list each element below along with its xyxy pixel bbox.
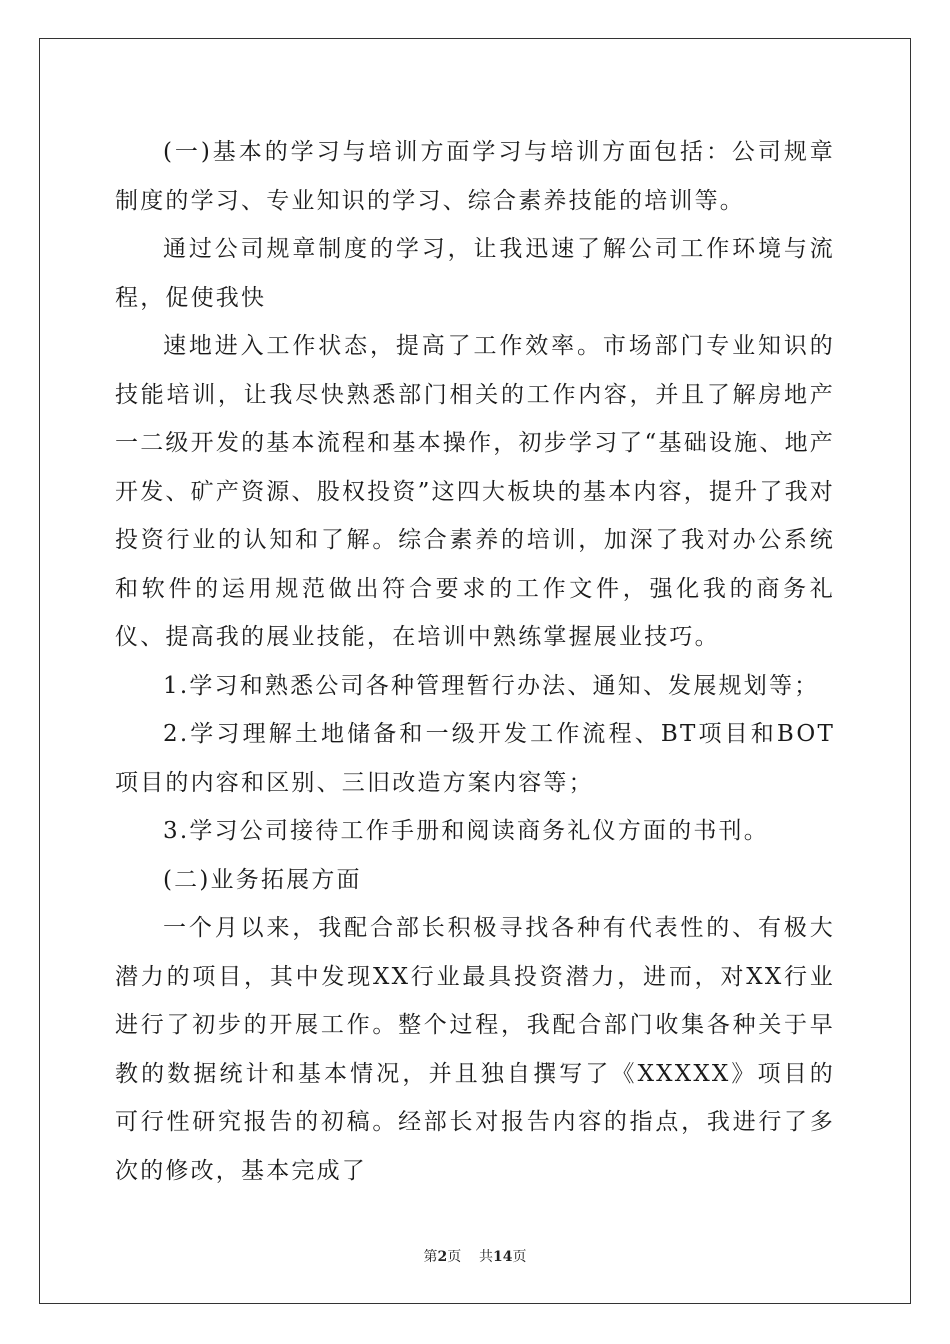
footer-page-prefix: 第 [423,1249,438,1265]
paragraph: 一个月以来，我配合部长积极寻找各种有代表性的、有极大潜力的项目，其中发现XX行业最具投资潜力，进而，对XX行业进行了初步的开展工作。整个过程，我配合部门收集各种关于早教的数据统计和基本情况，并且独自撰写了《XXXXX》项目的可行性研究报告的初稿。经部长对报告内容的指点，我进行了多次的修改，基本完成了 [115,915,835,1184]
footer-total-prefix: 共 [479,1249,494,1265]
footer-total-unit: 页 [512,1249,527,1265]
footer-page-current: 2 [437,1249,448,1265]
footer-page-total: 14 [493,1249,513,1265]
paragraph: 通过公司规章制度的学习，让我迅速了解公司工作环境与流程，促使我快 [115,236,835,311]
paragraph: 2.学习理解土地储备和一级开发工作流程、BT项目和BOT项目的内容和区别、三旧改造方案内容等； [115,721,835,796]
paragraph: 1.学习和熟悉公司各种管理暂行办法、通知、发展规划等； [163,672,820,699]
page-footer [0,1246,950,1266]
paragraph: (一)基本的学习与培训方面学习与培训方面包括：公司规章制度的学习、专业知识的学习、综合素养技能的培训等。 [115,139,835,214]
paragraph: 3.学习公司接待工作手册和阅读商务礼仪方面的书刊。 [163,818,769,844]
footer-page-unit: 页 [447,1249,462,1265]
paragraph: 速地进入工作状态，提高了工作效率。市场部门专业知识的技能培训，让我尽快熟悉部门相关的工作内容，并且了解房地产一二级开发的基本流程和基本操作，初步学习了“基础设施、地产开发、矿产资源、股权投资”这四大板块的基本内容，提升了我对投资行业的认知和了解。综合素养的培训，加深了我对办公系统和软件的运用规范做出符合要求的工作文件，强化我的商务礼仪、提高我的展业技能，在培训中熟练掌握展业技巧。 [115,333,835,650]
paragraph: (二)业务拓展方面 [163,866,362,893]
document-body [115,128,835,1195]
